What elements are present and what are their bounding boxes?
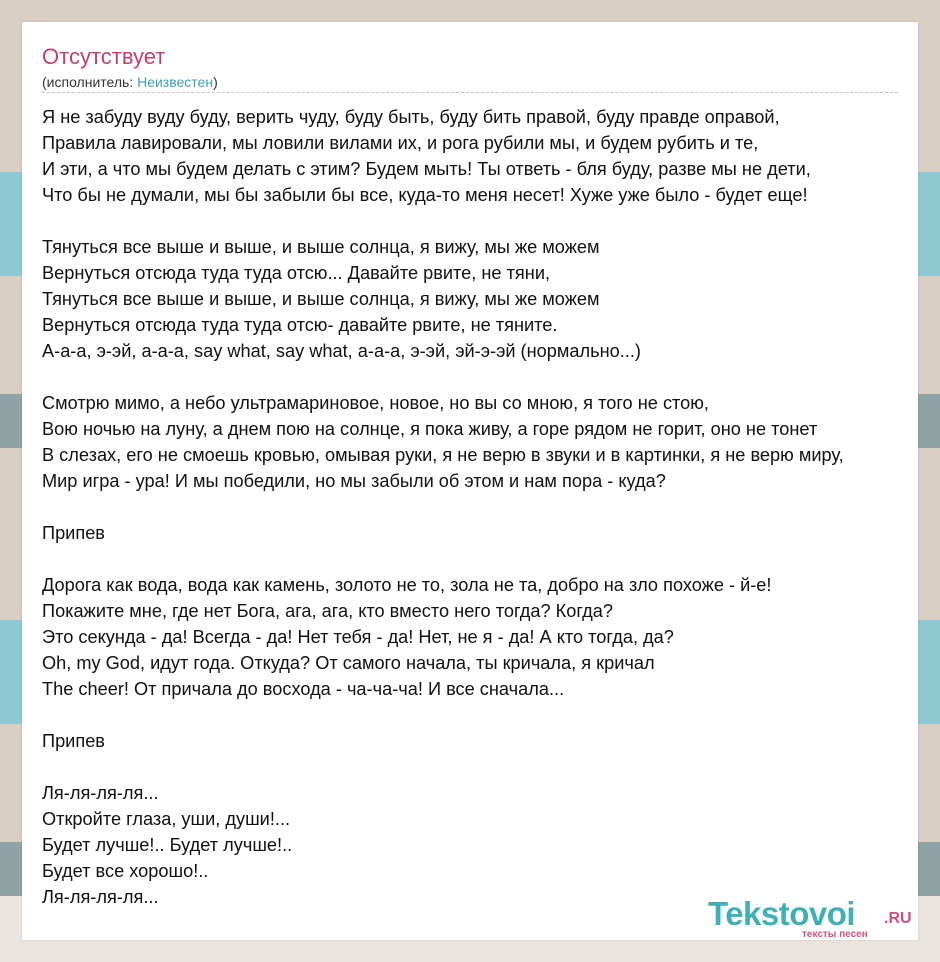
lyric-line: Припев — [42, 523, 105, 543]
lyric-line: Oh, my God, идут года. Откуда? От самого начала, ты кричала, я кричал — [42, 653, 655, 673]
lyric-line: Правила лавировали, мы ловили вилами их, и рога рубили мы, и будем рубить и те, — [42, 133, 759, 153]
lyric-line: Вою ночью на луну, а днем пою на солнце, я пока живу, а горе рядом не горит, оно не тонет — [42, 419, 818, 439]
lyrics-text — [42, 104, 918, 910]
lyric-line: Припев — [42, 731, 105, 751]
logo-wordmark: Tekstovoi — [708, 895, 856, 932]
lyric-line: И эти, а что мы будем делать с этим? Будем мыть! Ты ответь - бля буду, разве мы не дети, — [42, 159, 811, 179]
blank-line — [42, 208, 918, 234]
blank-line — [42, 494, 918, 520]
lyric-line: Ля-ля-ля-ля... — [42, 887, 159, 907]
lyric-line: А-а-а, э-эй, а-а-а, say what, say what, а-а-а, э-эй, эй-э-эй (нормально...) — [42, 341, 641, 361]
site-logo[interactable] — [708, 896, 918, 940]
lyric-line: Это секунда - да! Всегда - да! Нет тебя - да! Нет, не я - да! А кто тогда, да? — [42, 627, 674, 647]
lyric-line: Дорога как вода, вода как камень, золото не то, зола не та, добро на зло похоже - й-е! — [42, 575, 772, 595]
lyric-line: Тянуться все выше и выше, и выше солнца, я вижу, мы же можем — [42, 289, 600, 309]
artist-line — [42, 73, 218, 91]
lyric-line: Смотрю мимо, а небо ультрамариновое, новое, но вы со мною, я того не стою, — [42, 393, 709, 413]
lyric-line: В слезах, его не смоешь кровью, омывая руки, я не верю в звуки и в картинки, я не верю миру, — [42, 445, 844, 465]
blank-line — [42, 754, 918, 780]
lyrics-card — [22, 22, 918, 940]
blank-line — [42, 546, 918, 572]
lyric-line: Что бы не думали, мы бы забыли бы все, куда-то меня несет! Хуже уже было - будет еще! — [42, 185, 808, 205]
lyric-line: Мир игра - ура! И мы победили, но мы забыли об этом и нам пора - куда? — [42, 471, 666, 491]
lyric-line: Будет лучше!.. Будет лучше!.. — [42, 835, 293, 855]
artist-link[interactable]: Неизвестен — [137, 74, 214, 90]
lyric-line: Вернуться отсюда туда туда отсю- давайте рвите, не тяните. — [42, 315, 558, 335]
lyric-line: The cheer! От причала до восхода - ча-ча-ча! И все сначала... — [42, 679, 565, 699]
blank-line — [42, 364, 918, 390]
artist-prefix: (исполнитель: — [42, 74, 138, 90]
blank-line — [42, 702, 918, 728]
lyric-line: Вернуться отсюда туда туда отсю... Давайте рвите, не тяни, — [42, 263, 551, 283]
logo-tagline: тексты песен — [802, 929, 868, 940]
lyric-line: Я не забуду вуду буду, верить чуду, буду быть, буду бить правой, буду правде оправой, — [42, 107, 780, 127]
lyric-line: Тянуться все выше и выше, и выше солнца, я вижу, мы же можем — [42, 237, 600, 257]
logo-tld: .RU — [884, 910, 912, 927]
lyric-line: Ля-ля-ля-ля... — [42, 783, 159, 803]
title-divider — [42, 92, 898, 93]
artist-suffix: ) — [213, 74, 218, 90]
lyric-line: Откройте глаза, уши, души!... — [42, 809, 291, 829]
song-title: Отсутствует — [42, 44, 166, 69]
lyric-line: Покажите мне, где нет Бога, ага, ага, кто вместо него тогда? Когда? — [42, 601, 614, 621]
lyric-line: Будет все хорошо!.. — [42, 861, 209, 881]
